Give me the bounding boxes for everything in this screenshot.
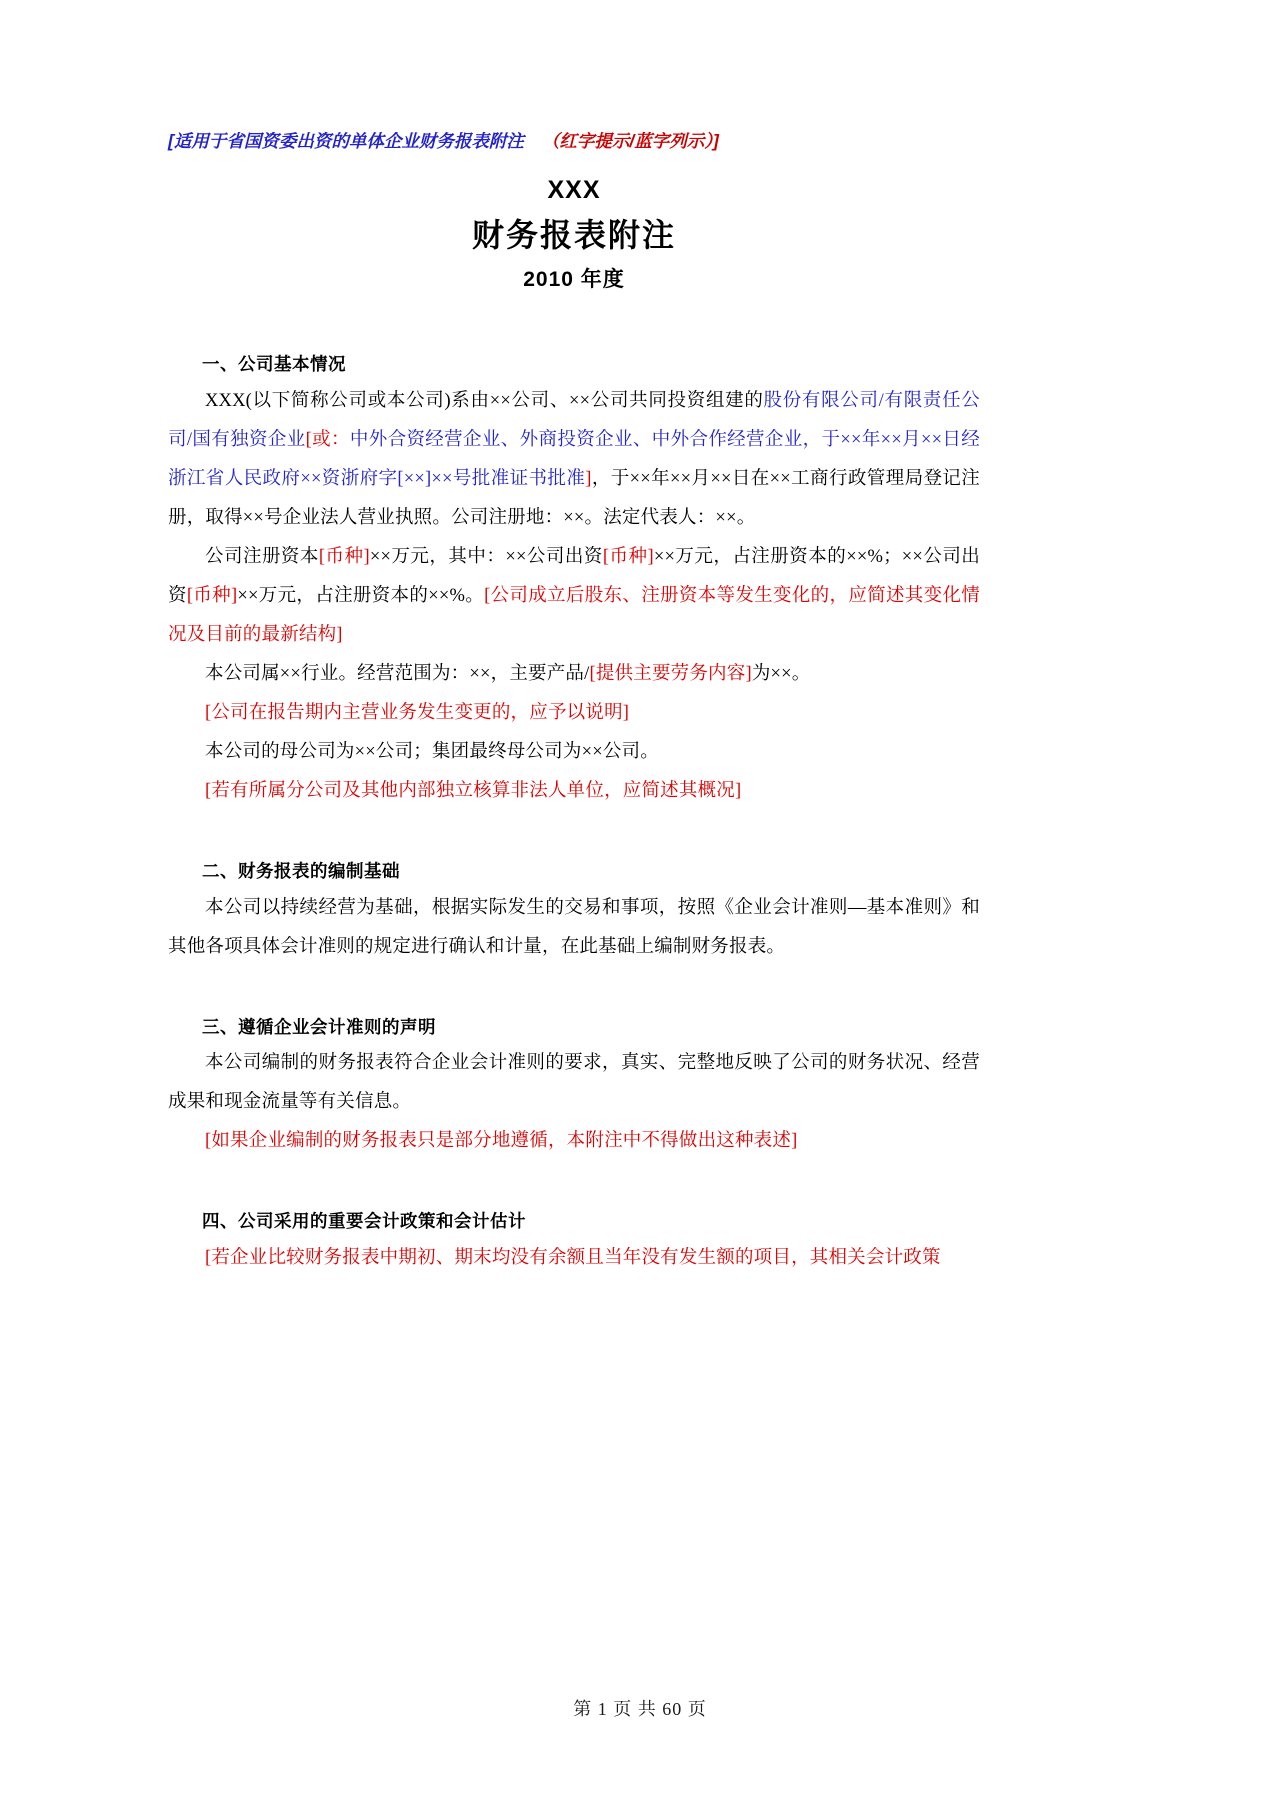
body-paragraph: [168, 382, 980, 538]
body-paragraph: [168, 1044, 980, 1122]
text-run-black: ××万元，占注册资本的××%。: [237, 585, 485, 606]
body-paragraph: [168, 889, 980, 967]
body-paragraph: [168, 733, 980, 772]
text-run-red: [币种]: [602, 546, 654, 567]
applicability-note-red: （红字提示/蓝字列示）]: [541, 131, 719, 151]
page-footer: 第 1 页 共 60 页: [573, 1699, 707, 1719]
applicability-note-blue: [适用于省国资委出资的单体企业财务报表附注: [168, 131, 524, 151]
text-run-red: [若企业比较财务报表中期初、期末均没有余额且当年没有发生额的项目，其相关会计政策: [205, 1248, 941, 1269]
text-run-red: [币种]: [318, 546, 370, 567]
body-paragraph: [168, 655, 980, 694]
text-run-red: [若有所属分公司及其他内部独立核算非法人单位，应简述其概况]: [205, 780, 742, 801]
text-run-red: ]: [585, 468, 592, 489]
text-run-black: ××万元，占注册资本的××%；××公司出资: [168, 546, 981, 606]
body-paragraph: [168, 1122, 980, 1161]
text-run-black: 为××。: [751, 663, 811, 684]
document-year: 2010 年度: [523, 267, 625, 291]
text-run-red: [如果企业编制的财务报表只是部分地遵循，本附注中不得做出这种表述]: [205, 1131, 798, 1152]
text-run-blue: 股份有限公司/有限责任公司/国有独资企业: [168, 390, 980, 450]
body-paragraph: [168, 694, 980, 733]
text-run-red: [公司成立后股东、注册资本等发生变化的，应简述其变化情况及目前的最新结构]: [168, 585, 980, 645]
text-run-red: [币种]: [186, 585, 238, 606]
body-paragraph: [168, 772, 980, 811]
text-run-black: 本公司属××行业。经营范围为：××，主要产品/: [205, 663, 590, 684]
section-heading: 二、财务报表的编制基础: [202, 860, 400, 881]
applicability-note: [168, 128, 980, 154]
text-run-black: 本公司以持续经营为基础，根据实际发生的交易和事项，按照《企业会计准则—基本准则》和其他各项具体会计准则的规定进行确认和计量，在此基础上编制财务报表。: [168, 897, 980, 957]
section-heading: 三、遵循企业会计准则的声明: [202, 1016, 436, 1037]
text-run-red: [提供主要劳务内容]: [589, 663, 752, 684]
document-title: 财务报表附注: [471, 216, 676, 253]
title-block: [168, 172, 980, 296]
text-run-black: XXX(以下简称公司或本公司)系由××公司、××公司共同投资组建的: [205, 390, 764, 411]
body-paragraph: [168, 538, 980, 655]
text-run-black: 公司注册资本: [205, 546, 319, 567]
text-run-red: [公司在报告期内主营业务发生变更的，应予以说明]: [205, 702, 630, 723]
text-run-blue: 中外合资经营企业、外商投资企业、中外合作经营企业，于××年××月××日经浙江省人民政府××资浙府字[××]××号批准证书批准: [168, 429, 980, 489]
text-run-red: [或：: [305, 429, 350, 450]
text-run-black: 本公司编制的财务报表符合企业会计准则的要求，真实、完整地反映了公司的财务状况、经营成果和现金流量等有关信息。: [168, 1053, 980, 1113]
text-run-black: ，于××年××月××日在××工商行政管理局登记注册，取得××号企业法人营业执照。公司注册地：××。法定代表人：××。: [168, 468, 980, 528]
body-paragraph: [168, 1239, 980, 1278]
section-heading: 四、公司采用的重要会计政策和会计估计: [202, 1211, 526, 1232]
company-name-placeholder: XXX: [547, 176, 601, 205]
section-heading: 一、公司基本情况: [202, 354, 346, 375]
text-run-black: ××万元，其中：××公司出资: [369, 546, 603, 567]
document-content: [168, 128, 980, 1278]
sections-container: [168, 350, 980, 1278]
text-run-black: 本公司的母公司为××公司；集团最终母公司为××公司。: [205, 741, 659, 762]
